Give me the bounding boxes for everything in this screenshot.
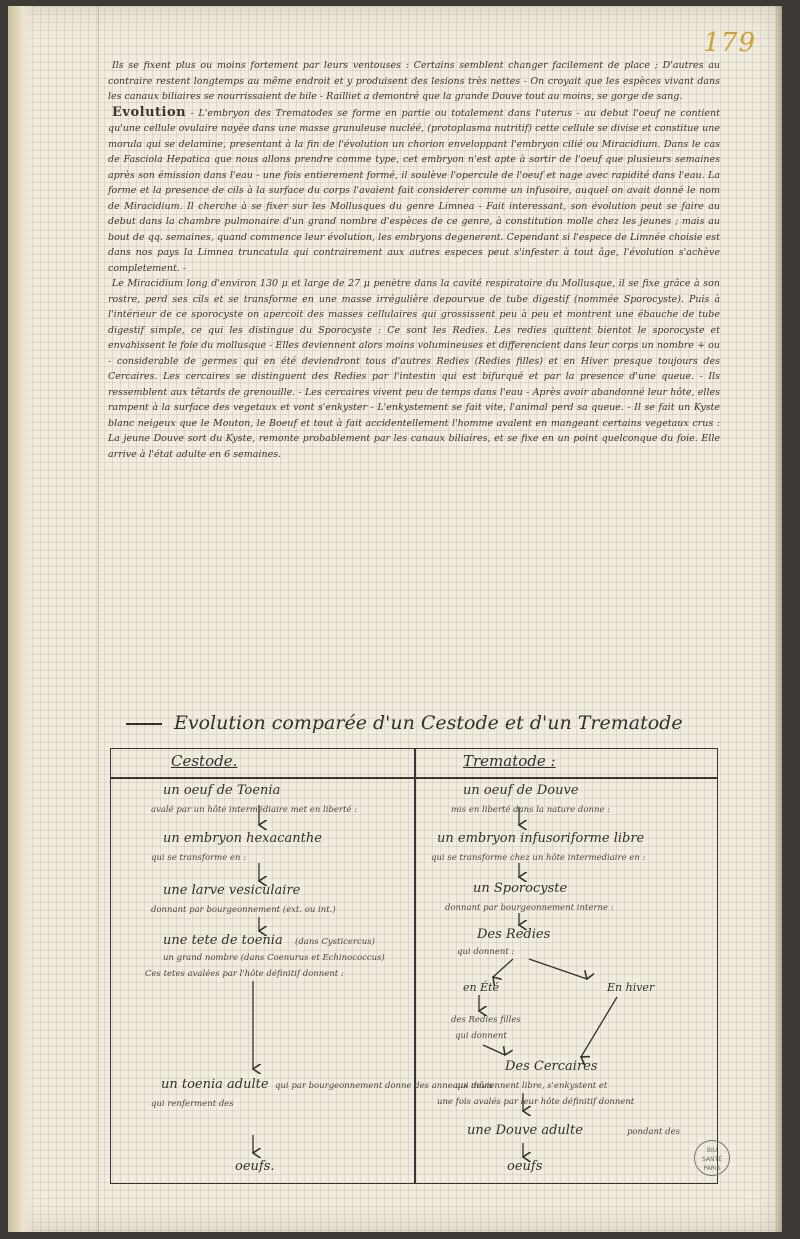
cestode-step-3-note: donnant par bourgeonnement (ext. ou int.) [151,905,336,915]
page-spine [8,6,34,1232]
trematode-step-4-note: qui donnent : [457,947,515,957]
trematode-arrow-5 [483,1045,505,1055]
paragraph-1: Ils se fixent plus ou moins fortement par leurs ventouses : Certains semblent changer facilement de place ; D'autres au contraire restent longtemps au même endroit et y produisent des lesions très nettes - On croyait que les espèces vivant dans les canaux biliaires se nourrissaient de bile - Railliet a demontré que la grande Douve tout au moins, se gorge de sang. [108,60,720,102]
trematode-step-6-note: pondant des [627,1127,680,1137]
trematode-arrow-6 [581,997,617,1057]
cestode-step-2: un embryon hexacanthe [163,831,322,846]
trematode-step-6: une Douve adulte [467,1123,583,1138]
notebook-page [8,6,782,1232]
stamp-line-1: BIU [706,1147,718,1154]
cestode-step-6: oeufs. [235,1159,275,1174]
evolution-heading: Evolution [112,104,187,120]
trematode-arrow-ete [493,959,513,977]
trematode-ete-note: des Redies filles [451,1015,521,1025]
trematode-hiver: En hiver [607,981,655,994]
page-edge [774,6,782,1232]
cestode-step-2-note: qui se transforme en : [151,853,247,863]
trematode-step-3: un Sporocyste [473,881,568,896]
comparison-table [110,748,718,1184]
trematode-ete: en Été [463,981,500,994]
cestode-step-4-note-2: Ces tetes avalées par l'hôte définitif donnent : [145,969,344,979]
trematode-step-5: Des Cercaires [505,1059,598,1074]
handwritten-body [108,58,720,462]
library-stamp [694,1140,730,1176]
cestode-step-1: un oeuf de Toenia [163,783,281,798]
cestode-step-4: une tete de toenia [163,933,283,948]
page-number: 179 [703,28,756,58]
comparison-title [126,712,746,734]
stamp-line-3: PARIS [703,1165,721,1172]
margin-line [98,6,99,1232]
trematode-step-1-note: mis en liberté dans la nature donne : [451,805,611,815]
cestode-step-4-aside: (dans Cysticercus) [295,937,375,947]
cestode-step-3: une larve vesiculaire [163,883,301,898]
trematode-ete-note-2: qui donnent [455,1031,507,1041]
paragraph-3: Le Miracidium long d'environ 130 μ et large de 27 μ penètre dans la cavité respiratoire du Mollusque, il se fixe grâce à son rostre, perd ses cils et se transforme en une masse irrégulière depourvue de tube digestif (nommée Sporocyste). Puis à l'intérieur de ce sporocyste on apercoit des masses cellulaires qui grossissent peu à peu et montrent une ébauche de tube digestif simple, ce qui les distingue du Sporocyste : Ce sont les Redies. Les redies quittent bientot le sporocyste et envahissent le foie du mollusque - Elles deviennent alors moins volumineuses et differencient dans leur corps un nombre + ou - considerable de germes qui en été deviendront tous d'autres Redies (Redies filles) et en Hiver presque toujours des Cercaires. Les cercaires se distinguent des Redies par l'intestin qui est bifurqué et par la presence d'une queue. - Ils ressemblent aux têtards de grenouille. - Les cercaires vivent peu de temps dans l'eau - Après avoir abandonné leur hôte, elles rampent à la surface des vegetaux et vont s'enkyster - L'enkystement se fait vite, l'animal perd sa queue. - Il se fait un Kyste blanc neigeux que le Mouton, le Boeuf et tout à fait accidentellement l'homme avalent en mangeant certains vegetaux crus : La jeune Douve sort du Kyste, remonte probablement par les canaux biliaires, et se fixe en un point quelconque du foie. Elle arrive à l'état adulte en 6 semaines. [108,278,720,460]
paragraph-2: - L'embryon des Trematodes se forme en partie ou totalement dans l'uterus - au debut l'oeuf ne contient qu'une cellule ovulaire noyée dans une masse granuleuse nucléé, (protoplasma nutritif) cette cellule se divise et constitue une morula qui se delamine, presentant à la fin de l'évolution un chorion enveloppant l'embryon cilié ou Miracidium. Dans le cas de Fasciola Hepatica que nous allons prendre comme type, cet embryon n'est apte à sortir de l'oeuf que plusieurs semaines après son émission dans l'eau - une fois entierement formé, il soulève l'opercule de l'oeuf et nage avec rapidité dans l'eau. La forme et la presence de cils à la surface du corps l'avaient fait considerer comme un infusoire, auquel on avait donné le nom de Miracidium. Il cherche à se fixer sur les Mollusques du genre Limnea - Fait interessant, son évolution peut se faire au debut dans la chambre pulmonaire d'un grand nombre d'espèces de ce genre, à constitution molle chez les jeunes ; mais au bout de qq. semaines, quand commence leur évolution, les embryons degenerent. Cependant si l'espece de Limnée choisie est dans nos pays la Limnea truncatula qui contrairement aux autres especes peut s'infester à tout âge, l'évolution s'achève completement. - [108,107,720,274]
comparison-title-text: Evolution comparée d'un Cestode et d'un Trematode [174,712,683,734]
trematode-step-1: un oeuf de Douve [463,783,579,798]
trematode-step-5-note-2: une fois avalés par leur hôte définitif donnent [437,1097,635,1107]
cestode-step-5-note-2: qui renferment des [151,1099,234,1109]
title-dash [126,723,162,725]
cestode-step-5: un toenia adulte [161,1077,269,1092]
trematode-step-3-note: donnant par bourgeonnement interne : [445,903,614,913]
trematode-step-2-note: qui se transforme chez un hôte intermediaire en : [431,853,646,863]
trematode-step-2: un embryon infusoriforme libre [437,831,645,846]
cestode-step-5-note: qui par bourgeonnement donne des anneaux mûrs [275,1081,493,1091]
stamp-line-2: SANTÉ [702,1156,722,1163]
trematode-step-5-note: qui deviennent libre, s'enkystent et [455,1081,608,1091]
cestode-step-1-note: avalé par un hôte intermédiaire met en liberté : [151,805,357,815]
cestode-header: Cestode. [171,752,238,770]
trematode-arrow-hiver [529,959,587,979]
cestode-step-4-note: un grand nombre (dans Coenurus et Echinococcus) [163,953,385,963]
trematode-step-4: Des Redies [477,927,551,942]
trematode-header: Trematode : [463,752,556,770]
trematode-step-7: oeufs [507,1159,543,1174]
